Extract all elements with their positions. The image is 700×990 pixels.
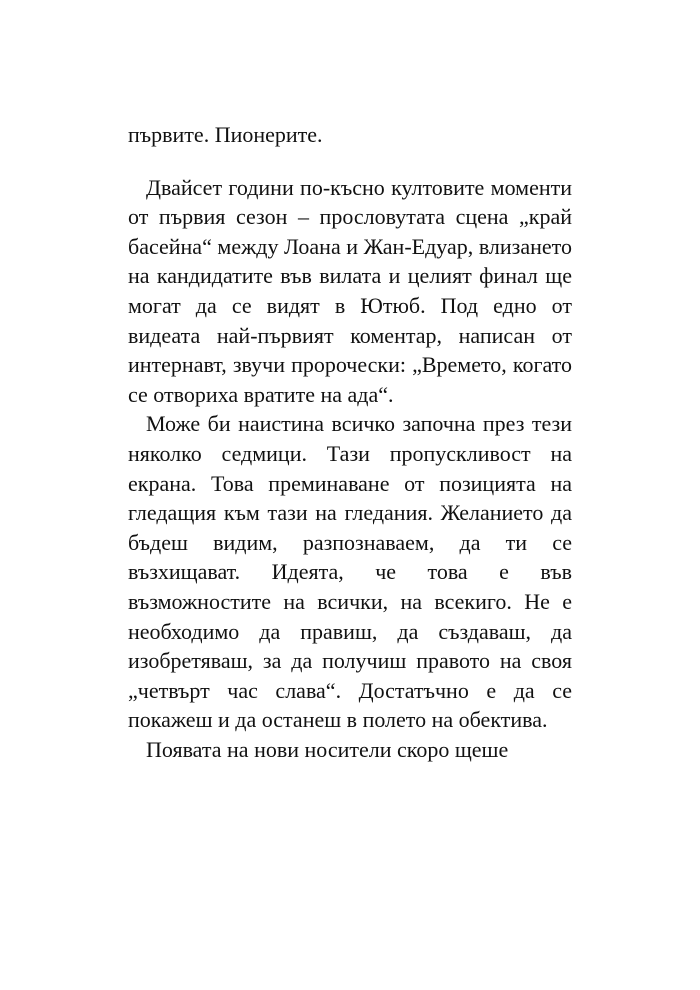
page-text xyxy=(128,120,572,764)
paragraph-4: Появата на нови носители скоро щеше xyxy=(146,736,509,762)
paragraph-3: Може би наистина всичко започна през тези няколко седмици. Тази пропускливост на екрана. Това преминаване от позицията на гледащия към тази на гледания. Желанието да бъдеш видим, разпознаваем, да ти се възхищават. Идеята, че това е във възможностите на всички, на всекиго. Не е необходимо да правиш, да създаваш, да изобретяваш, за да получиш правото на своя „четвърт час слава“. Достатъчно е да се покажеш и да останеш в полето на обектива. xyxy=(128,411,572,733)
paragraph-2: Двайсет години по-късно култовите моменти от първия сезон – прословутата сцена „край басейна“ между Лоана и Жан-Едуар, влизането на кандидатите във вилата и целият финал ще могат да се видят в Ютюб. Под едно от видеата най-първият коментар, написан от интернавт, звучи пророчески: „Времето, когато се отвориха вратите на ада“. xyxy=(128,174,572,407)
paragraph-1: първите. Пионерите. xyxy=(128,122,323,147)
